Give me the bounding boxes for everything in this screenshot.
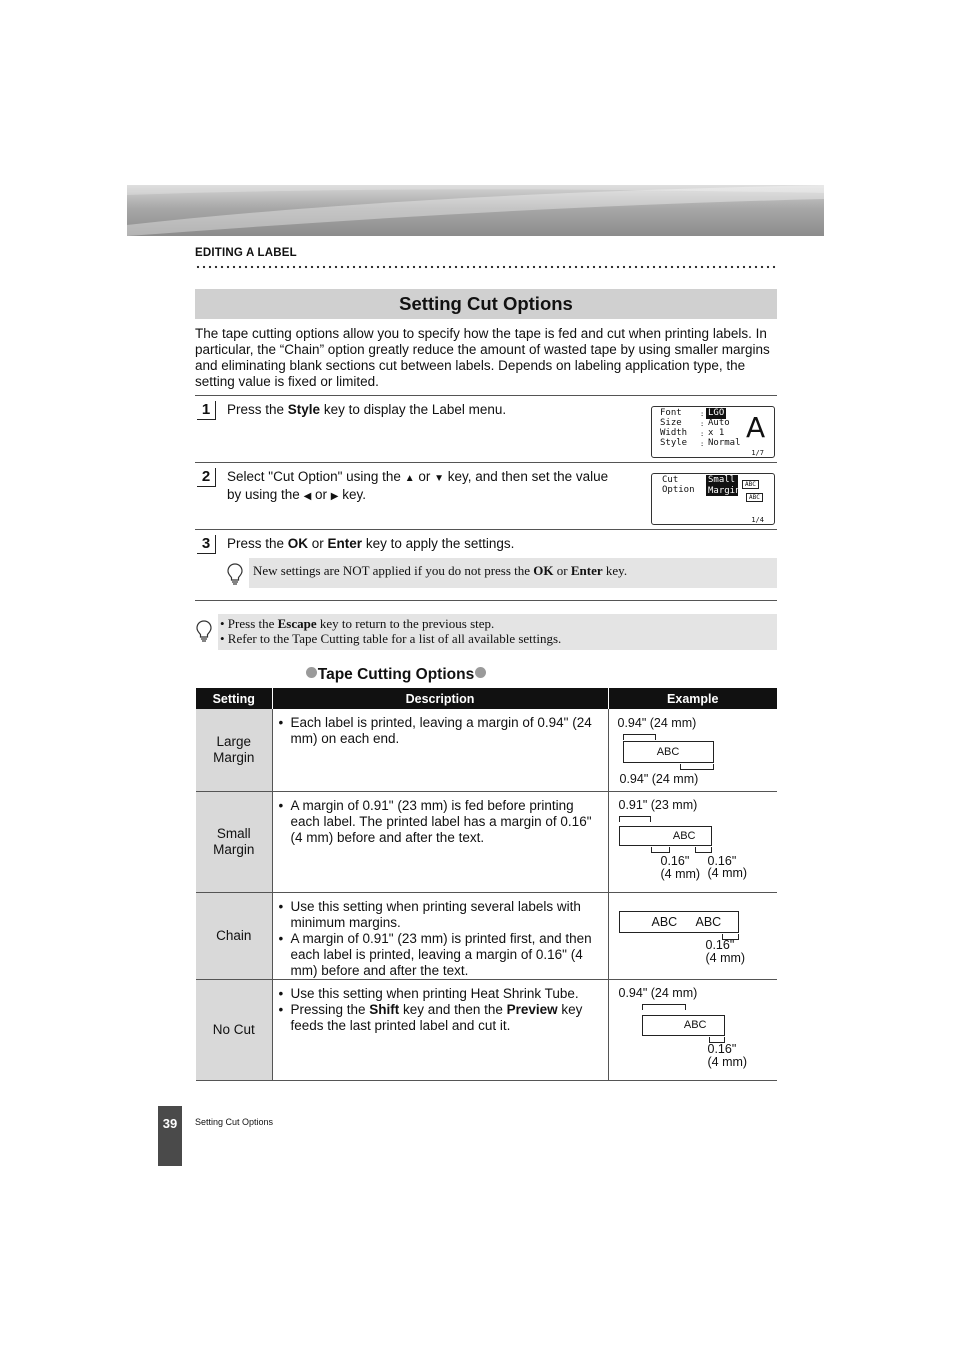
- lcd-label: Cut: [662, 475, 679, 485]
- page-number-tab: 39: [158, 1106, 182, 1166]
- description-cell: [272, 979, 608, 1080]
- lcd-value-line: Margin: [708, 485, 741, 496]
- lcd-label: Width: [660, 428, 688, 438]
- lcd-value: Auto: [708, 418, 730, 428]
- lcd-page-indicator: 1/7: [751, 449, 764, 457]
- key-name: Style: [287, 402, 321, 417]
- description-text-part: key and then the: [399, 1001, 507, 1017]
- description-item: • Each label is printed, leaving a margin of 0.94" (24 mm) on each end.: [277, 715, 602, 747]
- step-text-part: key, and then set the value: [444, 469, 609, 484]
- margin-label: 0.16": [660, 853, 690, 868]
- example-cell: [608, 791, 777, 892]
- lcd-screen-label-menu: [651, 406, 775, 458]
- margin-bracket: [642, 1004, 686, 1010]
- table-row: [196, 709, 777, 791]
- step-divider: [195, 395, 777, 396]
- key-name: OK: [533, 563, 554, 578]
- example-label-text: ABC: [695, 914, 722, 929]
- margin-label: 0.16": [707, 1041, 737, 1056]
- margin-label: 0.91" (23 mm): [618, 797, 698, 812]
- lcd-label: Option: [662, 485, 695, 495]
- setting-name: Small: [216, 825, 251, 841]
- step-text-part: key to display the Label menu.: [320, 402, 507, 417]
- margin-label: (4 mm): [705, 950, 746, 965]
- step-text-part: Select "Cut Option" using the: [227, 469, 405, 484]
- lcd-value-selected: [706, 475, 741, 496]
- lcd-separator-colons: : : : :: [700, 410, 705, 448]
- intro-paragraph: The tape cutting options allow you to specify how the tape is fed and cut when printing labels. In particular, the “Chain” option greatly reduce the amount of wasted tape by using smaller margins and eliminating blank sections cut between labels. Depends on labeling application type, the setting value is fixed or limited.: [195, 326, 770, 389]
- lightbulb-icon: [227, 563, 243, 585]
- lcd-mini-label: ABC: [742, 480, 759, 489]
- margin-label: (4 mm): [707, 865, 748, 880]
- left-arrow-icon: ◀: [303, 490, 312, 502]
- example-chain-strip: [619, 911, 739, 933]
- example-label: ABC: [642, 1015, 725, 1036]
- step-text-part: or: [414, 469, 435, 484]
- bullet-dot-icon: [475, 667, 486, 678]
- setting-cell: [196, 979, 272, 1080]
- description-text-part: Pressing the: [290, 1001, 370, 1017]
- lcd-value: Normal: [708, 438, 741, 448]
- margin-bracket: [623, 734, 656, 740]
- tape-cutting-table: [196, 688, 777, 1081]
- key-name: Enter: [570, 563, 603, 578]
- note-text-part: or: [553, 563, 571, 578]
- table-header-row: [196, 688, 777, 709]
- description-text-part: key feeds the last printed label and cut it.: [290, 1001, 583, 1033]
- step-text-part: or: [311, 486, 331, 502]
- note-box-step3: [249, 558, 777, 588]
- lcd-label: Size: [660, 418, 682, 428]
- header-banner: [127, 185, 824, 236]
- step-2-text: [227, 469, 608, 504]
- setting-name: Chain: [216, 927, 252, 943]
- bullet-dot-icon: [306, 667, 317, 678]
- step-divider: [195, 600, 777, 601]
- dotted-divider: [195, 265, 777, 269]
- example-cell: [608, 979, 777, 1080]
- description-cell: [272, 892, 608, 979]
- lcd-value-selected: LGO: [708, 408, 725, 418]
- step-text-part: Press the: [227, 402, 288, 417]
- table-row: [196, 791, 777, 892]
- example-label: ABC: [619, 826, 712, 846]
- description-item: • A margin of 0.91" (23 mm) is printed first, and then each label is printed, leaving a margin of 0.16" (4 mm) before and after the text.: [277, 931, 602, 979]
- section-heading: EDITING A LABEL: [195, 247, 297, 259]
- key-name: Preview: [506, 1001, 558, 1017]
- margin-label: 0.16": [705, 937, 735, 952]
- right-arrow-icon: ▶: [330, 490, 339, 502]
- step-text-part: Press the: [227, 536, 288, 551]
- step-1-text: [227, 402, 506, 418]
- note-text-part: key.: [602, 563, 628, 578]
- example-label: ABC: [623, 741, 714, 763]
- key-name: Enter: [327, 536, 363, 551]
- setting-cell: [196, 709, 272, 791]
- description-item: [277, 1002, 602, 1034]
- setting-cell: [196, 791, 272, 892]
- margin-label: 0.94" (24 mm): [618, 985, 698, 1000]
- note-text-part: key to return to the previous step.: [316, 616, 495, 631]
- lcd-mini-label: ABC: [746, 493, 763, 502]
- step-3-text: [227, 536, 514, 552]
- description-cell: [272, 791, 608, 892]
- column-header: Setting: [196, 688, 272, 709]
- table-row: [196, 892, 777, 979]
- example-label-text: ABC: [651, 914, 678, 929]
- lcd-value: x 1: [708, 428, 725, 438]
- margin-label: 0.94" (24 mm): [617, 716, 697, 730]
- lcd-value-line: Small: [708, 475, 736, 485]
- lightbulb-icon: [196, 620, 212, 642]
- example-cell: [608, 892, 777, 979]
- column-header: Example: [608, 688, 777, 709]
- step-text-part: key to apply the settings.: [362, 536, 515, 551]
- lcd-label: Style: [660, 438, 688, 448]
- step-number-2: 2: [197, 468, 216, 487]
- table-title: [196, 666, 596, 684]
- lcd-screen-cut-option: [651, 473, 775, 525]
- banner-swoosh-graphic: [127, 185, 824, 236]
- key-name: Shift: [369, 1001, 400, 1017]
- step-number-3: 3: [197, 535, 216, 554]
- margin-label: (4 mm): [660, 866, 701, 881]
- footer-section-title: Setting Cut Options: [195, 1117, 274, 1127]
- setting-name: Margin: [213, 841, 255, 857]
- page-title: Setting Cut Options: [399, 293, 573, 314]
- step-number-1: 1: [197, 401, 216, 420]
- table-title-text: Tape Cutting Options: [317, 666, 475, 683]
- note-line: [220, 616, 777, 631]
- example-cell: [608, 709, 777, 791]
- step-text-part: or: [308, 536, 328, 551]
- margin-bracket: [695, 847, 712, 853]
- setting-cell: [196, 892, 272, 979]
- margin-bracket: [680, 764, 714, 770]
- margin-bracket: [619, 816, 651, 822]
- description-item: • Use this setting when printing Heat Shrink Tube.: [277, 986, 602, 1002]
- lcd-style-preview: A: [746, 411, 766, 444]
- setting-name: Large: [216, 733, 252, 749]
- lcd-row: [660, 408, 682, 419]
- key-name: OK: [287, 536, 309, 551]
- margin-label: 0.16": [707, 853, 737, 868]
- lcd-page-indicator: 1/4: [751, 516, 764, 524]
- step-text-part: key.: [338, 486, 366, 502]
- description-item: • Use this setting when printing several labels with minimum margins.: [277, 899, 602, 931]
- column-header: Description: [272, 688, 608, 709]
- setting-name: No Cut: [212, 1021, 255, 1037]
- note-text-part: • Press the: [220, 616, 278, 631]
- down-arrow-icon: ▼: [434, 473, 445, 484]
- description-cell: [272, 709, 608, 791]
- margin-label: (4 mm): [707, 1054, 748, 1069]
- note-box-general: [218, 614, 777, 650]
- setting-name: Margin: [213, 749, 255, 765]
- step-divider: [195, 529, 777, 530]
- lcd-label: Font: [660, 408, 682, 418]
- note-line: • Refer to the Tape Cutting table for a list of all available settings.: [220, 631, 562, 646]
- note-text-part: New settings are NOT applied if you do not press the: [253, 563, 534, 578]
- step-text-part: by using the: [227, 486, 304, 502]
- margin-label: 0.94" (24 mm): [619, 772, 699, 786]
- up-arrow-icon: ▲: [404, 473, 415, 484]
- margin-bracket: [651, 847, 670, 853]
- key-name: Escape: [277, 616, 317, 631]
- title-bar: [195, 289, 777, 319]
- step-divider: [195, 462, 777, 463]
- table-row: [196, 979, 777, 1080]
- description-item: • A margin of 0.91" (23 mm) is fed before printing each label. The printed label has a margin of 0.16" (4 mm) before and after the text.: [277, 798, 602, 846]
